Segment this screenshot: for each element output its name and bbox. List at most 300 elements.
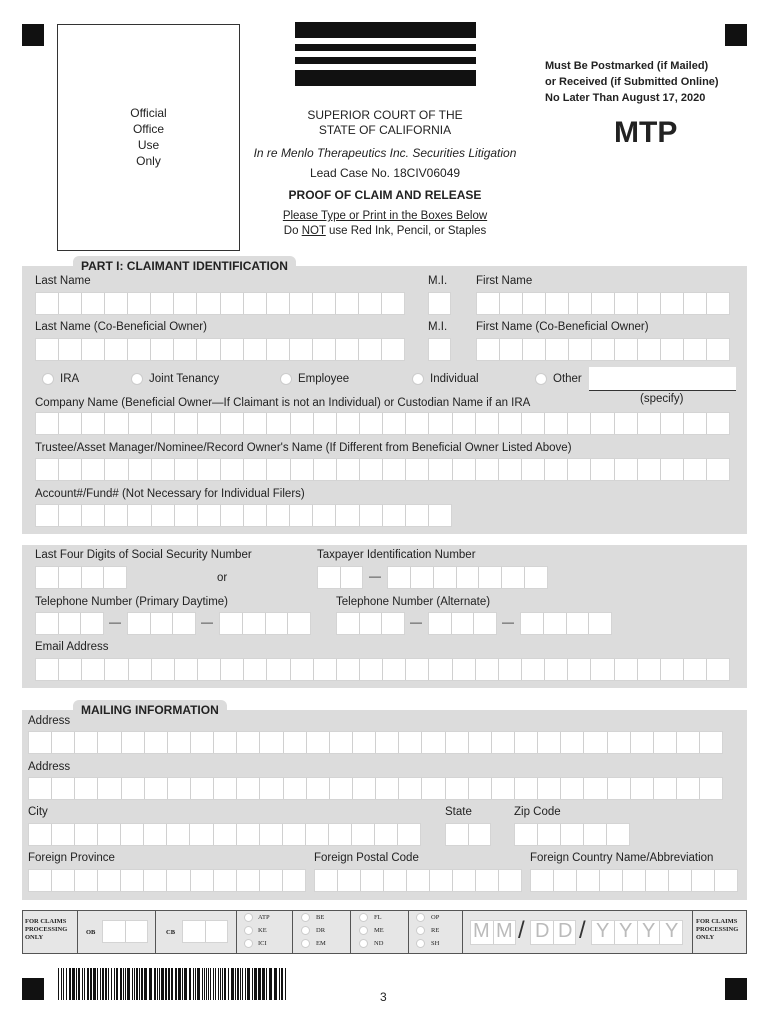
phone-primary-area[interactable] (35, 612, 104, 635)
character-cell[interactable] (429, 413, 452, 434)
character-cell[interactable] (98, 732, 121, 753)
state-field[interactable] (445, 823, 491, 846)
character-cell[interactable] (398, 824, 420, 845)
character-cell[interactable] (59, 567, 82, 588)
character-cell[interactable] (52, 778, 75, 799)
character-cell[interactable] (151, 613, 174, 634)
last-name-field[interactable] (35, 292, 405, 315)
character-cell[interactable] (646, 870, 669, 891)
character-cell[interactable] (661, 413, 684, 434)
character-cell[interactable] (669, 870, 692, 891)
character-cell[interactable] (126, 921, 148, 942)
character-cell[interactable] (608, 778, 631, 799)
character-cell[interactable] (353, 732, 376, 753)
code-radio-op[interactable] (416, 913, 425, 922)
character-cell[interactable] (382, 339, 404, 360)
character-cell[interactable] (59, 659, 82, 680)
character-cell[interactable] (383, 459, 406, 480)
character-cell[interactable] (353, 778, 376, 799)
character-cell[interactable] (446, 732, 469, 753)
character-cell[interactable] (283, 824, 306, 845)
phone-alt-area[interactable] (336, 612, 405, 635)
character-cell[interactable] (244, 459, 267, 480)
other-specify-field[interactable] (589, 367, 736, 391)
character-cell[interactable] (244, 505, 267, 526)
character-cell[interactable] (338, 870, 361, 891)
character-cell[interactable] (382, 293, 404, 314)
radio-individual[interactable] (412, 373, 424, 385)
character-cell[interactable] (661, 339, 684, 360)
character-cell[interactable] (383, 505, 406, 526)
character-cell[interactable] (329, 824, 352, 845)
character-cell[interactable] (152, 659, 175, 680)
character-cell[interactable] (190, 824, 213, 845)
character-cell[interactable] (314, 659, 337, 680)
character-cell[interactable] (290, 339, 313, 360)
character-cell[interactable] (152, 459, 175, 480)
character-cell[interactable] (453, 870, 476, 891)
character-cell[interactable] (661, 459, 684, 480)
character-cell[interactable] (291, 413, 314, 434)
character-cell[interactable] (314, 459, 337, 480)
character-cell[interactable] (221, 659, 244, 680)
character-cell[interactable] (144, 824, 167, 845)
character-cell[interactable] (283, 870, 305, 891)
phone-alt-prefix[interactable] (428, 612, 497, 635)
character-cell[interactable] (429, 659, 452, 680)
character-cell[interactable] (692, 870, 715, 891)
character-cell[interactable] (499, 459, 522, 480)
character-cell[interactable] (707, 413, 729, 434)
phone-primary-line[interactable] (219, 612, 311, 635)
character-cell[interactable] (221, 413, 244, 434)
character-cell[interactable] (82, 505, 105, 526)
character-cell[interactable] (525, 567, 547, 588)
character-cell[interactable] (474, 613, 496, 634)
radio-other[interactable] (535, 373, 547, 385)
character-cell[interactable] (36, 659, 59, 680)
character-cell[interactable] (584, 824, 607, 845)
character-cell[interactable] (544, 613, 567, 634)
character-cell[interactable] (469, 778, 492, 799)
tin-field-suffix[interactable] (387, 566, 548, 589)
character-cell[interactable] (173, 613, 195, 634)
character-cell[interactable] (337, 413, 360, 434)
character-cell[interactable] (476, 659, 499, 680)
character-cell[interactable] (52, 732, 75, 753)
character-cell[interactable] (36, 413, 59, 434)
character-cell[interactable] (244, 413, 267, 434)
character-cell[interactable] (531, 870, 554, 891)
character-cell[interactable] (359, 339, 382, 360)
address2-field[interactable] (28, 777, 723, 800)
character-cell[interactable] (607, 824, 629, 845)
character-cell[interactable] (291, 459, 314, 480)
character-cell[interactable] (330, 778, 353, 799)
character-cell[interactable] (545, 413, 568, 434)
character-cell[interactable] (98, 870, 121, 891)
character-cell[interactable] (36, 293, 59, 314)
character-cell[interactable] (291, 659, 314, 680)
character-cell[interactable] (684, 339, 707, 360)
character-cell[interactable] (307, 732, 330, 753)
character-cell[interactable] (197, 293, 220, 314)
character-cell[interactable] (538, 778, 561, 799)
character-cell[interactable] (152, 413, 175, 434)
character-cell[interactable] (638, 459, 661, 480)
character-cell[interactable] (476, 413, 499, 434)
character-cell[interactable] (457, 567, 480, 588)
character-cell[interactable] (36, 505, 59, 526)
character-cell[interactable] (175, 659, 198, 680)
account-field[interactable] (35, 504, 452, 527)
character-cell[interactable] (191, 778, 214, 799)
zip-field[interactable] (514, 823, 630, 846)
character-cell[interactable] (128, 613, 151, 634)
character-cell[interactable] (75, 870, 98, 891)
character-cell[interactable] (315, 870, 338, 891)
character-cell[interactable] (59, 505, 82, 526)
character-cell[interactable] (638, 339, 661, 360)
character-cell[interactable] (336, 293, 359, 314)
character-cell[interactable] (399, 778, 422, 799)
character-cell[interactable] (684, 459, 707, 480)
character-cell[interactable] (499, 870, 521, 891)
character-cell[interactable] (638, 659, 661, 680)
character-cell[interactable] (554, 870, 577, 891)
character-cell[interactable] (75, 778, 98, 799)
character-cell[interactable] (500, 339, 523, 360)
character-cell[interactable] (568, 413, 591, 434)
character-cell[interactable] (360, 613, 383, 634)
character-cell[interactable] (214, 732, 237, 753)
character-cell[interactable] (568, 659, 591, 680)
code-radio-em[interactable] (301, 939, 310, 948)
character-cell[interactable] (244, 293, 267, 314)
character-cell[interactable] (122, 732, 145, 753)
character-cell[interactable] (515, 732, 538, 753)
character-cell[interactable] (477, 293, 500, 314)
character-cell[interactable] (168, 778, 191, 799)
character-cell[interactable] (36, 567, 59, 588)
character-cell[interactable] (591, 413, 614, 434)
character-cell[interactable] (406, 413, 429, 434)
character-cell[interactable] (221, 459, 244, 480)
character-cell[interactable] (479, 567, 502, 588)
character-cell[interactable] (453, 659, 476, 680)
character-cell[interactable] (175, 505, 198, 526)
character-cell[interactable] (151, 339, 174, 360)
code-radio-sh[interactable] (416, 939, 425, 948)
radio-ira[interactable] (42, 373, 54, 385)
character-cell[interactable] (700, 732, 722, 753)
character-cell[interactable] (129, 459, 152, 480)
character-cell[interactable] (638, 293, 661, 314)
character-cell[interactable] (384, 870, 407, 891)
character-cell[interactable] (538, 732, 561, 753)
character-cell[interactable] (306, 824, 329, 845)
cb-field[interactable] (182, 920, 228, 943)
character-cell[interactable] (260, 870, 283, 891)
character-cell[interactable] (567, 613, 590, 634)
code-radio-re[interactable] (416, 926, 425, 935)
character-cell[interactable] (631, 778, 654, 799)
character-cell[interactable] (631, 732, 654, 753)
character-cell[interactable] (237, 732, 260, 753)
character-cell[interactable] (623, 870, 646, 891)
character-cell[interactable] (446, 824, 469, 845)
character-cell[interactable] (382, 613, 404, 634)
character-cell[interactable] (337, 659, 360, 680)
character-cell[interactable] (434, 567, 457, 588)
character-cell[interactable] (337, 459, 360, 480)
character-cell[interactable] (399, 732, 422, 753)
mi-field[interactable] (428, 292, 451, 315)
character-cell[interactable] (144, 870, 167, 891)
character-cell[interactable] (336, 339, 359, 360)
code-radio-ici[interactable] (244, 939, 253, 948)
first-name-field[interactable] (476, 292, 730, 315)
character-cell[interactable] (175, 413, 198, 434)
character-cell[interactable] (198, 659, 221, 680)
character-cell[interactable] (191, 732, 214, 753)
character-cell[interactable] (121, 824, 144, 845)
character-cell[interactable] (82, 567, 105, 588)
character-cell[interactable] (313, 339, 336, 360)
character-cell[interactable] (677, 778, 700, 799)
character-cell[interactable] (36, 613, 59, 634)
code-radio-fl[interactable] (359, 913, 368, 922)
character-cell[interactable] (522, 659, 545, 680)
mi-co-field[interactable] (428, 338, 451, 361)
character-cell[interactable] (406, 505, 429, 526)
character-cell[interactable] (446, 778, 469, 799)
character-cell[interactable] (313, 293, 336, 314)
character-cell[interactable] (260, 824, 283, 845)
character-cell[interactable] (122, 778, 145, 799)
character-cell[interactable] (429, 613, 452, 634)
character-cell[interactable] (206, 921, 228, 942)
character-cell[interactable] (469, 824, 491, 845)
character-cell[interactable] (469, 732, 492, 753)
character-cell[interactable] (477, 339, 500, 360)
character-cell[interactable] (352, 824, 375, 845)
character-cell[interactable] (523, 339, 546, 360)
character-cell[interactable] (174, 339, 197, 360)
character-cell[interactable] (684, 293, 707, 314)
character-cell[interactable] (499, 659, 522, 680)
character-cell[interactable] (375, 824, 398, 845)
character-cell[interactable] (589, 613, 611, 634)
character-cell[interactable] (360, 459, 383, 480)
character-cell[interactable] (220, 613, 243, 634)
character-cell[interactable] (175, 459, 198, 480)
character-cell[interactable] (500, 293, 523, 314)
character-cell[interactable] (538, 824, 561, 845)
character-cell[interactable] (577, 870, 600, 891)
character-cell[interactable] (707, 339, 729, 360)
character-cell[interactable] (360, 413, 383, 434)
character-cell[interactable] (267, 413, 290, 434)
character-cell[interactable] (128, 505, 151, 526)
character-cell[interactable] (167, 824, 190, 845)
character-cell[interactable] (128, 293, 151, 314)
character-cell[interactable] (129, 659, 152, 680)
character-cell[interactable] (105, 293, 128, 314)
character-cell[interactable] (214, 824, 237, 845)
character-cell[interactable] (568, 459, 591, 480)
character-cell[interactable] (75, 824, 98, 845)
character-cell[interactable] (376, 778, 399, 799)
character-cell[interactable] (715, 870, 737, 891)
character-cell[interactable] (361, 870, 384, 891)
character-cell[interactable] (82, 293, 105, 314)
foreign-province-field[interactable] (28, 869, 306, 892)
radio-joint-tenancy[interactable] (131, 373, 143, 385)
character-cell[interactable] (615, 459, 638, 480)
character-cell[interactable] (383, 659, 406, 680)
character-cell[interactable] (360, 659, 383, 680)
character-cell[interactable] (359, 293, 382, 314)
character-cell[interactable] (318, 567, 341, 588)
character-cell[interactable] (198, 413, 221, 434)
character-cell[interactable] (584, 778, 607, 799)
character-cell[interactable] (52, 824, 75, 845)
character-cell[interactable] (523, 293, 546, 314)
phone-primary-prefix[interactable] (127, 612, 196, 635)
character-cell[interactable] (707, 293, 729, 314)
character-cell[interactable] (267, 505, 290, 526)
character-cell[interactable] (152, 505, 175, 526)
character-cell[interactable] (615, 293, 638, 314)
character-cell[interactable] (615, 659, 638, 680)
character-cell[interactable] (82, 659, 105, 680)
character-cell[interactable] (376, 732, 399, 753)
address1-field[interactable] (28, 731, 723, 754)
character-cell[interactable] (105, 505, 128, 526)
code-radio-nd[interactable] (359, 939, 368, 948)
character-cell[interactable] (59, 459, 82, 480)
foreign-country-field[interactable] (530, 869, 738, 892)
character-cell[interactable] (430, 870, 453, 891)
character-cell[interactable] (266, 613, 289, 634)
character-cell[interactable] (82, 413, 105, 434)
character-cell[interactable] (105, 413, 128, 434)
character-cell[interactable] (288, 613, 310, 634)
character-cell[interactable] (59, 413, 82, 434)
character-cell[interactable] (591, 459, 614, 480)
character-cell[interactable] (700, 778, 722, 799)
last-name-co-field[interactable] (35, 338, 405, 361)
character-cell[interactable] (98, 824, 121, 845)
character-cell[interactable] (237, 824, 260, 845)
character-cell[interactable] (341, 567, 363, 588)
character-cell[interactable] (591, 659, 614, 680)
character-cell[interactable] (221, 293, 244, 314)
character-cell[interactable] (214, 778, 237, 799)
character-cell[interactable] (59, 293, 82, 314)
character-cell[interactable] (29, 870, 52, 891)
character-cell[interactable] (707, 459, 729, 480)
character-cell[interactable] (290, 293, 313, 314)
character-cell[interactable] (521, 613, 544, 634)
character-cell[interactable] (453, 413, 476, 434)
character-cell[interactable] (476, 459, 499, 480)
character-cell[interactable] (546, 339, 569, 360)
character-cell[interactable] (615, 339, 638, 360)
character-cell[interactable] (476, 870, 499, 891)
character-cell[interactable] (314, 413, 337, 434)
character-cell[interactable] (128, 339, 151, 360)
character-cell[interactable] (561, 824, 584, 845)
character-cell[interactable] (336, 505, 359, 526)
phone-alt-line[interactable] (520, 612, 612, 635)
tin-field-prefix[interactable] (317, 566, 363, 589)
character-cell[interactable] (684, 413, 707, 434)
character-cell[interactable] (197, 339, 220, 360)
character-cell[interactable] (406, 659, 429, 680)
city-field[interactable] (28, 823, 421, 846)
character-cell[interactable] (608, 732, 631, 753)
character-cell[interactable] (313, 505, 336, 526)
character-cell[interactable] (661, 293, 684, 314)
character-cell[interactable] (411, 567, 434, 588)
character-cell[interactable] (360, 505, 383, 526)
character-cell[interactable] (36, 339, 59, 360)
character-cell[interactable] (429, 505, 451, 526)
character-cell[interactable] (284, 732, 307, 753)
character-cell[interactable] (214, 870, 237, 891)
character-cell[interactable] (81, 613, 103, 634)
character-cell[interactable] (453, 459, 476, 480)
character-cell[interactable] (237, 778, 260, 799)
character-cell[interactable] (29, 824, 52, 845)
company-field[interactable] (35, 412, 730, 435)
character-cell[interactable] (145, 732, 168, 753)
character-cell[interactable] (59, 339, 82, 360)
character-cell[interactable] (592, 339, 615, 360)
character-cell[interactable] (260, 778, 283, 799)
character-cell[interactable] (174, 293, 197, 314)
character-cell[interactable] (191, 870, 214, 891)
character-cell[interactable] (429, 339, 450, 360)
character-cell[interactable] (515, 778, 538, 799)
character-cell[interactable] (561, 778, 584, 799)
character-cell[interactable] (105, 339, 128, 360)
character-cell[interactable] (237, 870, 260, 891)
character-cell[interactable] (522, 459, 545, 480)
character-cell[interactable] (105, 459, 128, 480)
character-cell[interactable] (561, 732, 584, 753)
character-cell[interactable] (105, 659, 128, 680)
character-cell[interactable] (492, 778, 515, 799)
character-cell[interactable] (244, 659, 267, 680)
character-cell[interactable] (569, 339, 592, 360)
character-cell[interactable] (260, 732, 283, 753)
character-cell[interactable] (592, 293, 615, 314)
character-cell[interactable] (546, 293, 569, 314)
character-cell[interactable] (129, 413, 152, 434)
ssn-field[interactable] (35, 566, 127, 589)
character-cell[interactable] (522, 413, 545, 434)
character-cell[interactable] (502, 567, 525, 588)
character-cell[interactable] (499, 413, 522, 434)
character-cell[interactable] (221, 505, 244, 526)
character-cell[interactable] (337, 613, 360, 634)
character-cell[interactable] (267, 459, 290, 480)
character-cell[interactable] (103, 921, 126, 942)
character-cell[interactable] (429, 459, 452, 480)
